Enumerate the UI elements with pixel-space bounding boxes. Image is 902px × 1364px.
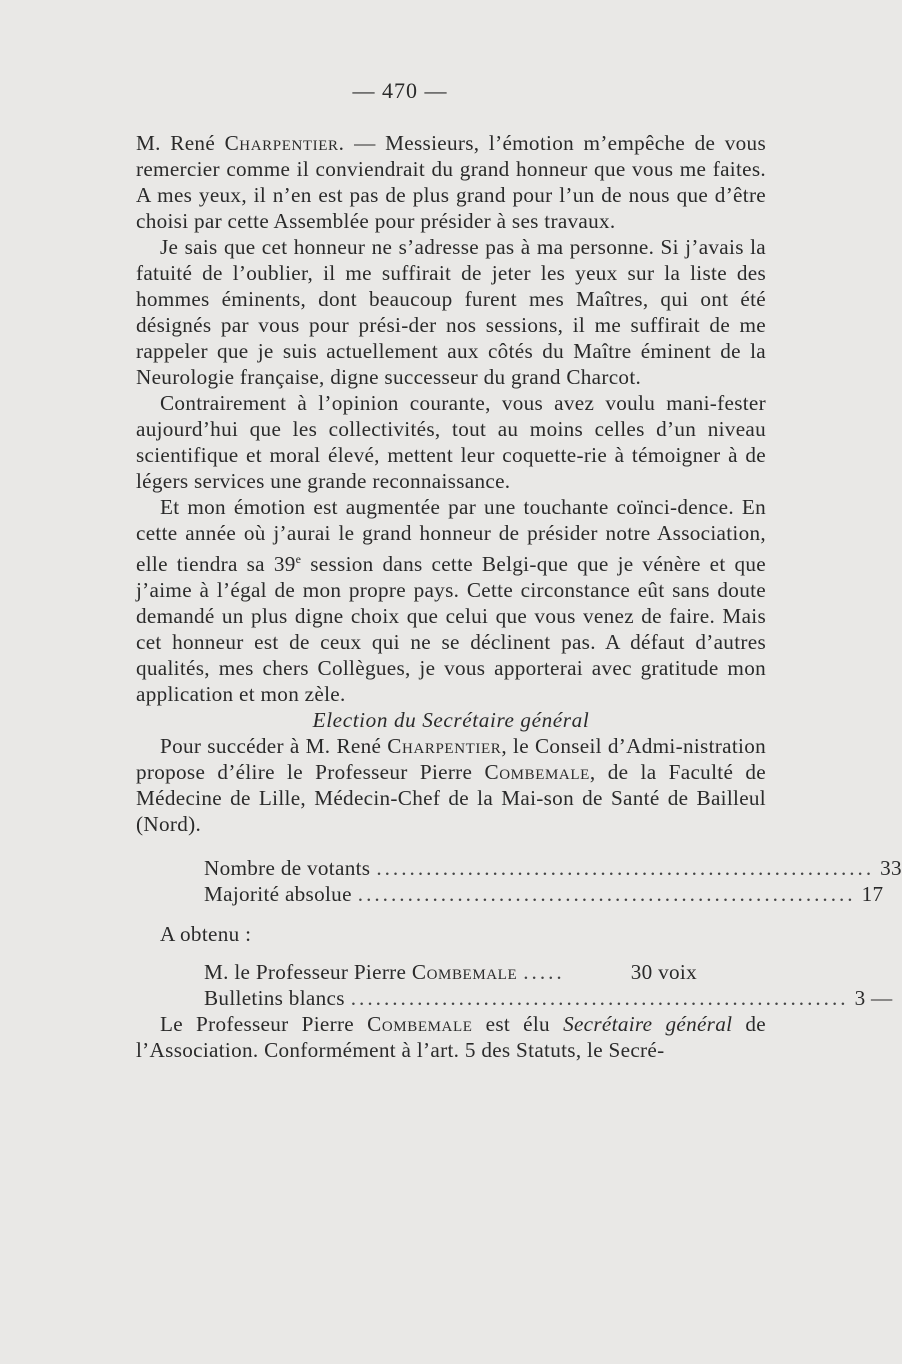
speaker-prefix: M. René	[136, 131, 225, 155]
vote-value: 17	[861, 882, 884, 907]
paragraph-5-b: , le Conseil d’Admi-nistration propose d’élire le Professeur Pierre	[136, 734, 767, 785]
final-b: est élu	[472, 1012, 564, 1037]
vote-value: 33	[880, 856, 902, 881]
result-prefix: M. le Professeur Pierre	[204, 960, 412, 985]
leader-dots: ............................................................	[350, 986, 849, 1011]
result-label	[204, 959, 517, 985]
vote-results	[204, 959, 893, 1011]
leader-dots: .....	[523, 960, 565, 985]
final-name: Combemale	[367, 1012, 473, 1037]
vote-label: Nombre de votants	[204, 856, 371, 881]
obtenu-label: A obtenu :	[160, 922, 252, 947]
final-a: Le Professeur Pierre	[160, 1012, 368, 1037]
paragraph-5-c: , de la Faculté de Médecine de Lille, Médecin-Chef de la Mai-son de Santé de Bailleul (Nord).	[136, 760, 766, 837]
paragraph-1-text: — Messieurs, l’émotion m’empêche de vous remercier comme il conviendrait du grand honneur que vous me faites. A mes yeux, il n’en est pas de plus grand pour l’un de nous que d’être choisi par cette Assemblée pour présider à ses travaux.	[136, 131, 766, 233]
paragraph-5-a: Pour succéder à M. René	[160, 734, 388, 759]
leader-dots: ............................................................	[357, 882, 856, 907]
paragraph-4-part1: Et mon émotion est augmentée par une touchante coïnci-dence. En cette année où j’aurai le grand honneur de présider notre Association, elle tiendra sa 39	[136, 495, 766, 577]
result-value: 3 —	[854, 986, 893, 1011]
paragraph-4-part2: session dans cette Belgi-que que je vénère et que j’aime à l’égal de mon propre pays. Cette circonstance eût sans doute demandé un plus digne choix que celui que vous venez de faire. Mais cet honneur est de ceux qui ne se déclinent pas. A défaut d’autres qualités, mes chers Collègues, je vous apporterai avec gratitude mon application et mon zèle.	[136, 552, 766, 707]
paragraph-3: Contrairement à l’opinion courante, vous avez voulu mani-fester aujourd’hui que les collectivités, tout au moins celles d’un niveau scientifique et moral élevé, mettent leur coquette-rie à témoigner à de légers services une grande reconnaissance.	[136, 391, 766, 493]
vote-label: Majorité absolue	[204, 882, 352, 907]
final-c: de l’Association. Conformément à l’art. 5 des Statuts, le Secré-	[136, 1012, 767, 1063]
result-value: 30 voix	[630, 960, 697, 985]
vote-row	[204, 855, 902, 881]
body-text	[136, 130, 902, 1063]
paragraph-2: Je sais que cet honneur ne s’adresse pas à ma personne. Si j’avais la fatuité de l’oublier, il me suffirait de jeter les yeux sur la liste des hommes éminents, dont beaucoup furent mes Maîtres, qui ont été désignés par vous pour prési-der nos sessions, il me suffirait de me rappeler que je suis actuellement aux côtés du Maître éminent de la Neurologie française, digne successeur du grand Charcot.	[136, 235, 766, 389]
result-row	[204, 985, 893, 1011]
result-name: Combemale	[411, 960, 518, 985]
paragraph-final	[136, 1011, 766, 1063]
paragraph-5	[136, 733, 766, 837]
name-combemale: Combemale	[484, 760, 590, 785]
final-title: Secrétaire général	[563, 1012, 733, 1037]
vote-counts	[204, 855, 902, 907]
leader-dots: ............................................................	[376, 856, 875, 881]
speaker-name: Charpentier.	[224, 131, 345, 155]
ordinal-suffix: e	[295, 552, 302, 566]
result-label: Bulletins blancs	[204, 986, 345, 1011]
vote-row	[204, 881, 884, 907]
page-number: — 470 —	[352, 78, 448, 103]
result-row	[204, 959, 697, 985]
name-charpentier: Charpentier	[387, 734, 502, 759]
paragraph-1	[136, 130, 766, 234]
section-heading: Election du Secrétaire général	[312, 708, 590, 733]
paragraph-4	[136, 494, 766, 707]
